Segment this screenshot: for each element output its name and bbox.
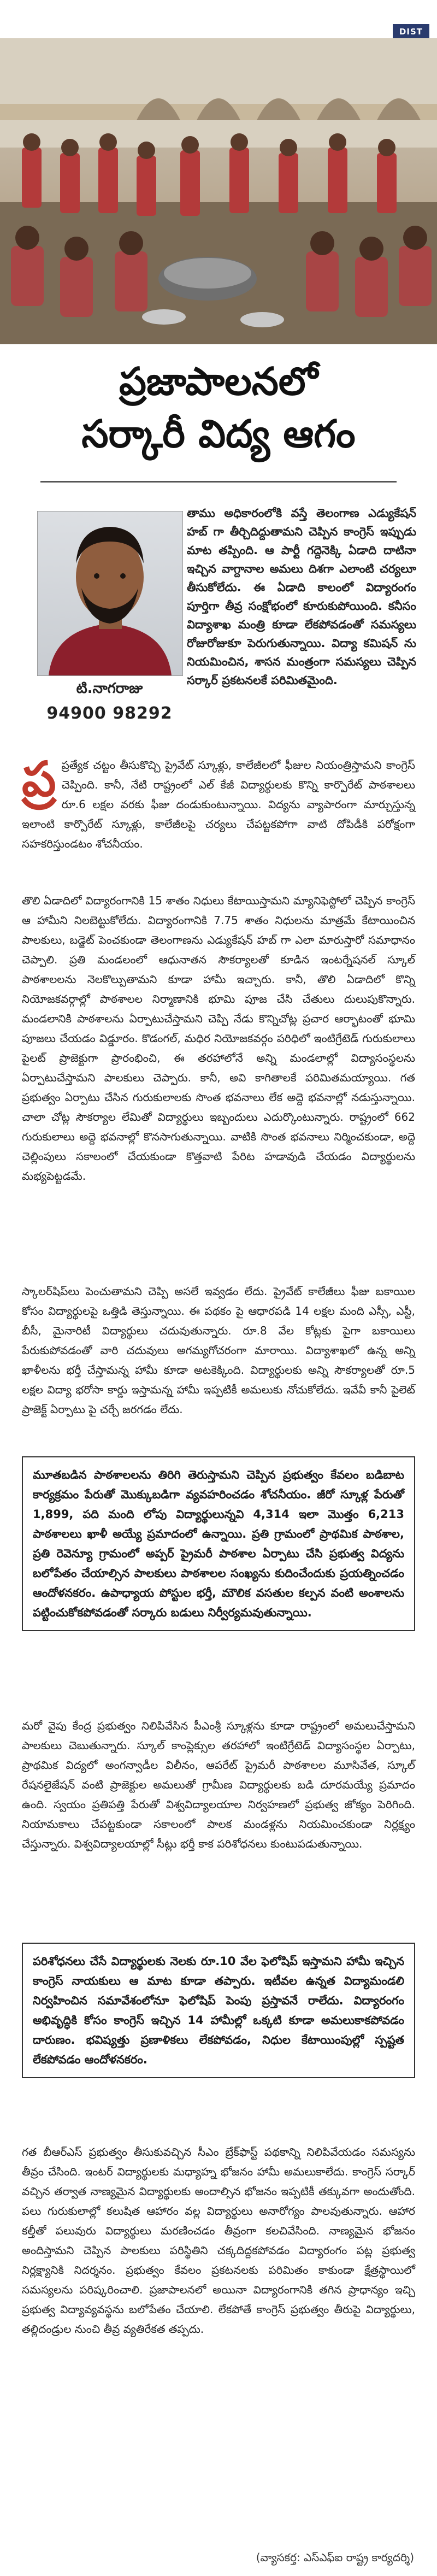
headline-divider: [40, 481, 397, 483]
paragraph-1: [22, 751, 415, 854]
author-portrait: [37, 511, 183, 676]
paragraph-3: స్కాలర్‌షిప్‌లు పెంచుతామని చెప్పి అసలే ఇవ్వడం లేదు. ప్రైవేట్ కాలేజీలు ఫీజు బకాయిల కోసం విద్యార్థులపై ఒత్తిడి తెస్తున్నాయి. ఈ పథకం పై ఆధారపడి 14 లక్షల మంది ఎస్సీ, ఎస్టీ, బీసీ, మైనారిటీ విద్యార్థులు చదువుతున్నారు. రూ.8 వేల కోట్లకు పైగా బకాయిలు పేరుకుపోవడంతో వారి చదువులు అగమ్యగోచరంగా మారాయి. విద్యాశాఖలో ఉన్న అన్ని ఖాళీలను భర్తీ చేస్తామన్న హామీ కూడా అటకెక్కింది. విద్యార్థులకు అన్ని సౌకర్యాలతో రూ.5 లక్షల విద్యా భరోసా కార్డు ఇస్తామన్న హామీ ఇప్పటికీ అమలుకు నోచుకోలేదు. ఇవేవీ కానీ పైలెట్ ప్రాజెక్ట్ ఏర్పాటు పై చర్చే జరగడం లేదు.: [22, 1285, 415, 1416]
author-portrait-illustration: [38, 511, 182, 675]
headline: [22, 355, 415, 460]
paragraph-5: గత బీఆర్ఎస్ ప్రభుత్వం తీసుకువచ్చిన సీఎం బ్రేక్‌ఫాస్ట్ పథకాన్ని నిలిపివేయడం సమస్యను తీవ్రం చేసింది. ఇంటర్ విద్యార్థులకు మధ్యాహ్న భోజనం హామీ అమలుకాలేదు. కాంగ్రెస్ సర్కార్ వచ్చిన తర్వాత నాణ్యమైన విద్యార్థులకు అందాల్సిన భోజనం ఇప్పటికీ తక్కువగా అందుతోంది. పలు గురుకులాల్లో కలుషిత ఆహారం వల్ల విద్యార్థులు అనారోగ్యం పాలవుతున్నారు. ఆహార కల్తీతో పలువురు విద్యార్థులు మరణించడం తీవ్రంగా కలచివేసింది. నాణ్యమైన భోజనం అందిస్తామని చెప్పిన పాలకులు పరిస్థితిని చక్కదిద్దకపోవడం విద్యారంగం పట్ల ప్రభుత్వ నిర్లక్ష్యానికి నిదర్శనం. ప్రభుత్వం కేవలం ప్రకటనలకు పరిమితం కాకుండా క్షేత్రస్థాయిలో సమస్యలను పరిష్కరించాలి. ప్రజాపాలనలో అయినా విద్యారంగానికి తగిన ప్రాధాన్యం ఇచ్చి ప్రభుత్వ విద్యావ్యవస్థను బలోపేతం చేయాలి. లేకపోతే కాంగ్రెస్ ప్రభుత్వం తీరుపై విద్యార్థులు, తల్లిదండ్రుల నుంచి తీవ్ర వ్యతిరేకత తప్పదు.: [22, 2145, 415, 2336]
author-phone: 94900 98292: [46, 704, 173, 723]
highlight-box-2: [22, 1943, 415, 2078]
highlight-box-1: [22, 1456, 415, 1631]
author-name: టి.నాగరాజు: [76, 680, 143, 697]
drop-cap: ప్ర: [22, 751, 56, 807]
headline-line-1: ప్రజాపాలనలో: [119, 359, 318, 404]
students-eating-illustration: [0, 38, 437, 344]
highlight-box-2-text: పరిశోధనలు చేసే విద్యార్థులకు నెలకు రూ.10 వేల ఫెలోషిప్ ఇస్తామని హామీ ఇచ్చిన కాంగ్రెస్ నాయకులు ఆ మాట కూడా తప్పారు. ఇటీవల ఉన్నత విద్యామండలి నిర్వహించిన సమావేశంలోనూ ఫెలోషిప్ పెంపు ప్రస్తావనే రాలేదు. విద్యారంగం అభివృద్ధికి కోసం కాంగ్రెస్ ఇచ్చిన 14 హామీల్లో ఒక్కటి కూడా అమలుకాకపోవడం దారుణం. భవిష్యత్తు ప్రణాళికలు లేకపోవడం, నిధుల కేటాయింపుల్లో స్పష్టత లేకపోవడం ఆందోళనకరం.: [33, 1955, 404, 2066]
paragraph-4: మరో వైపు కేంద్ర ప్రభుత్వం నిలిపివేసిన పీఎంశ్రీ స్కూళ్లను కూడా రాష్ట్రంలో అమలుచేస్తామని పాలకులు చెబుతున్నారు. స్కూల్ కాంప్లెక్సుల తరహాలో ఇంటిగ్రేటెడ్ విద్యాసంస్థల ఏర్పాటు, ప్రాథమిక విద్యలో అంగన్వాడీల విలీనం, ఆపరేట్ ప్రైమరీ పాఠశాలల మూసివేత, స్కూల్ రేషనలైజేషన్ వంటి ప్రాజెక్టుల అమలుతో గ్రామీణ విద్యార్థులకు బడి దూరమయ్యే ప్రమాదం ఉంది. స్వయం ప్రతిపత్తి పేరుతో విశ్వవిద్యాలయాల నిర్వహణలో ప్రభుత్వ జోక్యం పెరిగింది. నియామకాలు చేపట్టకుండా సకాలంలో పాలక మండళ్లను నియమించకుండా నిర్లక్ష్యం చేస్తున్నారు. విశ్వవిద్యాలయాల్లో సీట్లు భర్తీ కాక పరిశోధనలు కుంటుపడుతున్నాయి.: [22, 1719, 415, 1850]
headline-line-2: సర్కారీ విద్య ఆగం: [81, 411, 356, 456]
author-note: (వ్యాసకర్త: ఎస్ఎఫ్ఐ రాష్ట్ర కార్యదర్శి): [256, 2551, 414, 2564]
edition-tag: DIST: [393, 24, 429, 39]
highlight-box-1-text: మూతబడిన పాఠశాలలను తిరిగి తెరుస్తామని చెప్పిన ప్రభుత్వం కేవలం బడిబాట కార్యక్రమం పేరుతో మొక్కుబడిగా వ్యవహరించడం శోచనీయం. జీరో స్కూళ్ల పేరుతో 1,899, పది మంది లోపు విద్యార్థులున్నవి 4,314 ఇలా మొత్తం 6,213 పాఠశాలలు ఖాళీ అయ్యే ప్రమాదంలో ఉన్నాయి. ప్రతి గ్రామంలో ప్రాథమిక పాఠశాల, ప్రతి రెవెన్యూ గ్రామంలో అప్పర్ ప్రైమరీ పాఠశాల ఏర్పాటు చేసి ప్రభుత్వ విద్యను బలోపేతం చేయాల్సిన పాలకులు పాఠశాలల సంఖ్యను కుదించేందుకు ప్రయత్నించడం ఆందోళనకరం. ఉపాధ్యాయ పోస్టుల భర్తీ, మౌలిక వసతుల కల్పన వంటి అంశాలను పట్టించుకోకపోవడంతో సర్కారు బడులు నిర్వీర్యమవుతున్నాయి.: [33, 1468, 404, 1619]
paragraph-1-text: ప్రత్యేక చట్టం తీసుకొచ్చి ప్రైవేట్ స్కూళ్లు, కాలేజీలలో ఫీజుల నియంత్రిస్తామని కాంగ్రెస్ చెప్పింది. కానీ, నేటి రాష్ట్రంలో ఎల్ కేజీ విద్యార్థులకు కొన్ని కార్పొరేట్ పాఠశాలలు రూ.6 లక్షల వరకు ఫీజు దండుకుంటున్నాయి. విద్యను వ్యాపారంగా మార్చుస్తున్న ఇలాంటి కార్పొరేట్ స్కూళ్లు, కాలేజీలపై చర్యలు చేపట్టకపోగా వాటి దోపిడీకి పరోక్షంగా సహకరిస్తుండటం శోచనీయం.: [22, 758, 415, 850]
paragraph-2: తొలి ఏడాదిలో విద్యారంగానికి 15 శాతం నిధులు కేటాయిస్తామని మ్యానిఫెస్టోలో చెప్పిన కాంగ్రెస్ ఆ హామీని నిలబెట్టుకోలేదు. విద్యారంగానికి 7.75 శాతం నిధులను మాత్రమే కేటాయించిన పాలకులు, బడ్జెట్ పెంచకుండా తెలంగాణను ఎడ్యుకేషన్ హబ్ గా ఎలా మారుస్తారో సమాధానం చెప్పాలి. ప్రతి మండలంలో ఆధునాతన సౌకర్యాలతో కూడిన ఇంటర్నేషనల్ స్కూల్ పాఠశాలలను నెలకొల్పుతామని కూడా హామీ ఇచ్చారు. కానీ, తొలి ఏడాదిలో కొన్ని నియోజకవర్గాల్లో పాఠశాలల నిర్మాణానికి భూమి పూజ చేసి చేతులు దులుపుకొన్నారు. మండలానికి పాఠశాలను ఏర్పాటుచేస్తామని చెప్పి నేడు కొన్నిచోట్ల ప్రచార ఆర్భాటంతో భూమి పూజలు చేయడం విడ్డూరం. కొడంగల్, మధిర నియోజకవర్గం పరిధిలో ఇంటిగ్రేటెడ్ గురుకులాలు పైలట్ ప్రాజెక్టుగా ప్రారంభించి, ఈ తరహాలోనే అన్ని మండలాల్లో విద్యాసంస్థలను ఏర్పాటుచేస్తామని పాలకులు చెప్పారు. కానీ, అవి కాగితాలకే పరిమితమయ్యాయి. గత ప్రభుత్వం ఏర్పాటు చేసిన గురుకులాలకు సొంత భవనాలు లేక అద్దె భవనాల్లో నడుస్తున్నాయి. చాలా చోట్ల సౌకర్యాల లేమితో విద్యార్థులు ఇబ్బందులు ఎదుర్కొంటున్నారు. రాష్ట్రంలో 662 గురుకులాలు అద్దె భవనాల్లో కొనసాగుతున్నాయి. వాటికి సొంత భవనాలు నిర్మించకుండా, అద్దె చెల్లింపులు సకాలంలో చేయకుండా కొత్తవాటి పేరిట హడావుడి చేయడం విద్యార్థులను మభ్యపెట్టడమే.: [22, 894, 415, 1183]
intro-text: తాము అధికారంలోకి వస్తే తెలంగాణ ఎడ్యుకేషన్ హబ్ గా తీర్చిదిద్దుతామని చెప్పిన కాంగ్రెస్ ఇప్పుడు మాట తప్పింది. ఆ పార్టీ గద్దెనెక్కి ఏడాది దాటినా ఇచ్చిన వాగ్దానాల అమలు దిశగా ఎలాంటి చర్యలూ తీసుకోలేదు. ఈ ఏడాది కాలంలో విద్యారంగం పూర్తిగా తీవ్ర సంక్షోభంలో కూరుకుపోయింది. కనీసం విద్యాశాఖ మంత్రి కూడా లేకపోవడంతో సమస్యలు రోజురోజుకూ పెరుగుతున్నాయి. విద్యా కమిషన్ ను నియమించిన, శాసన మంత్రంగా సమస్యలు చెప్పిన సర్కార్ ప్రకటనలకే పరిమితమైంది.: [187, 507, 416, 687]
students-photo: [0, 38, 437, 344]
